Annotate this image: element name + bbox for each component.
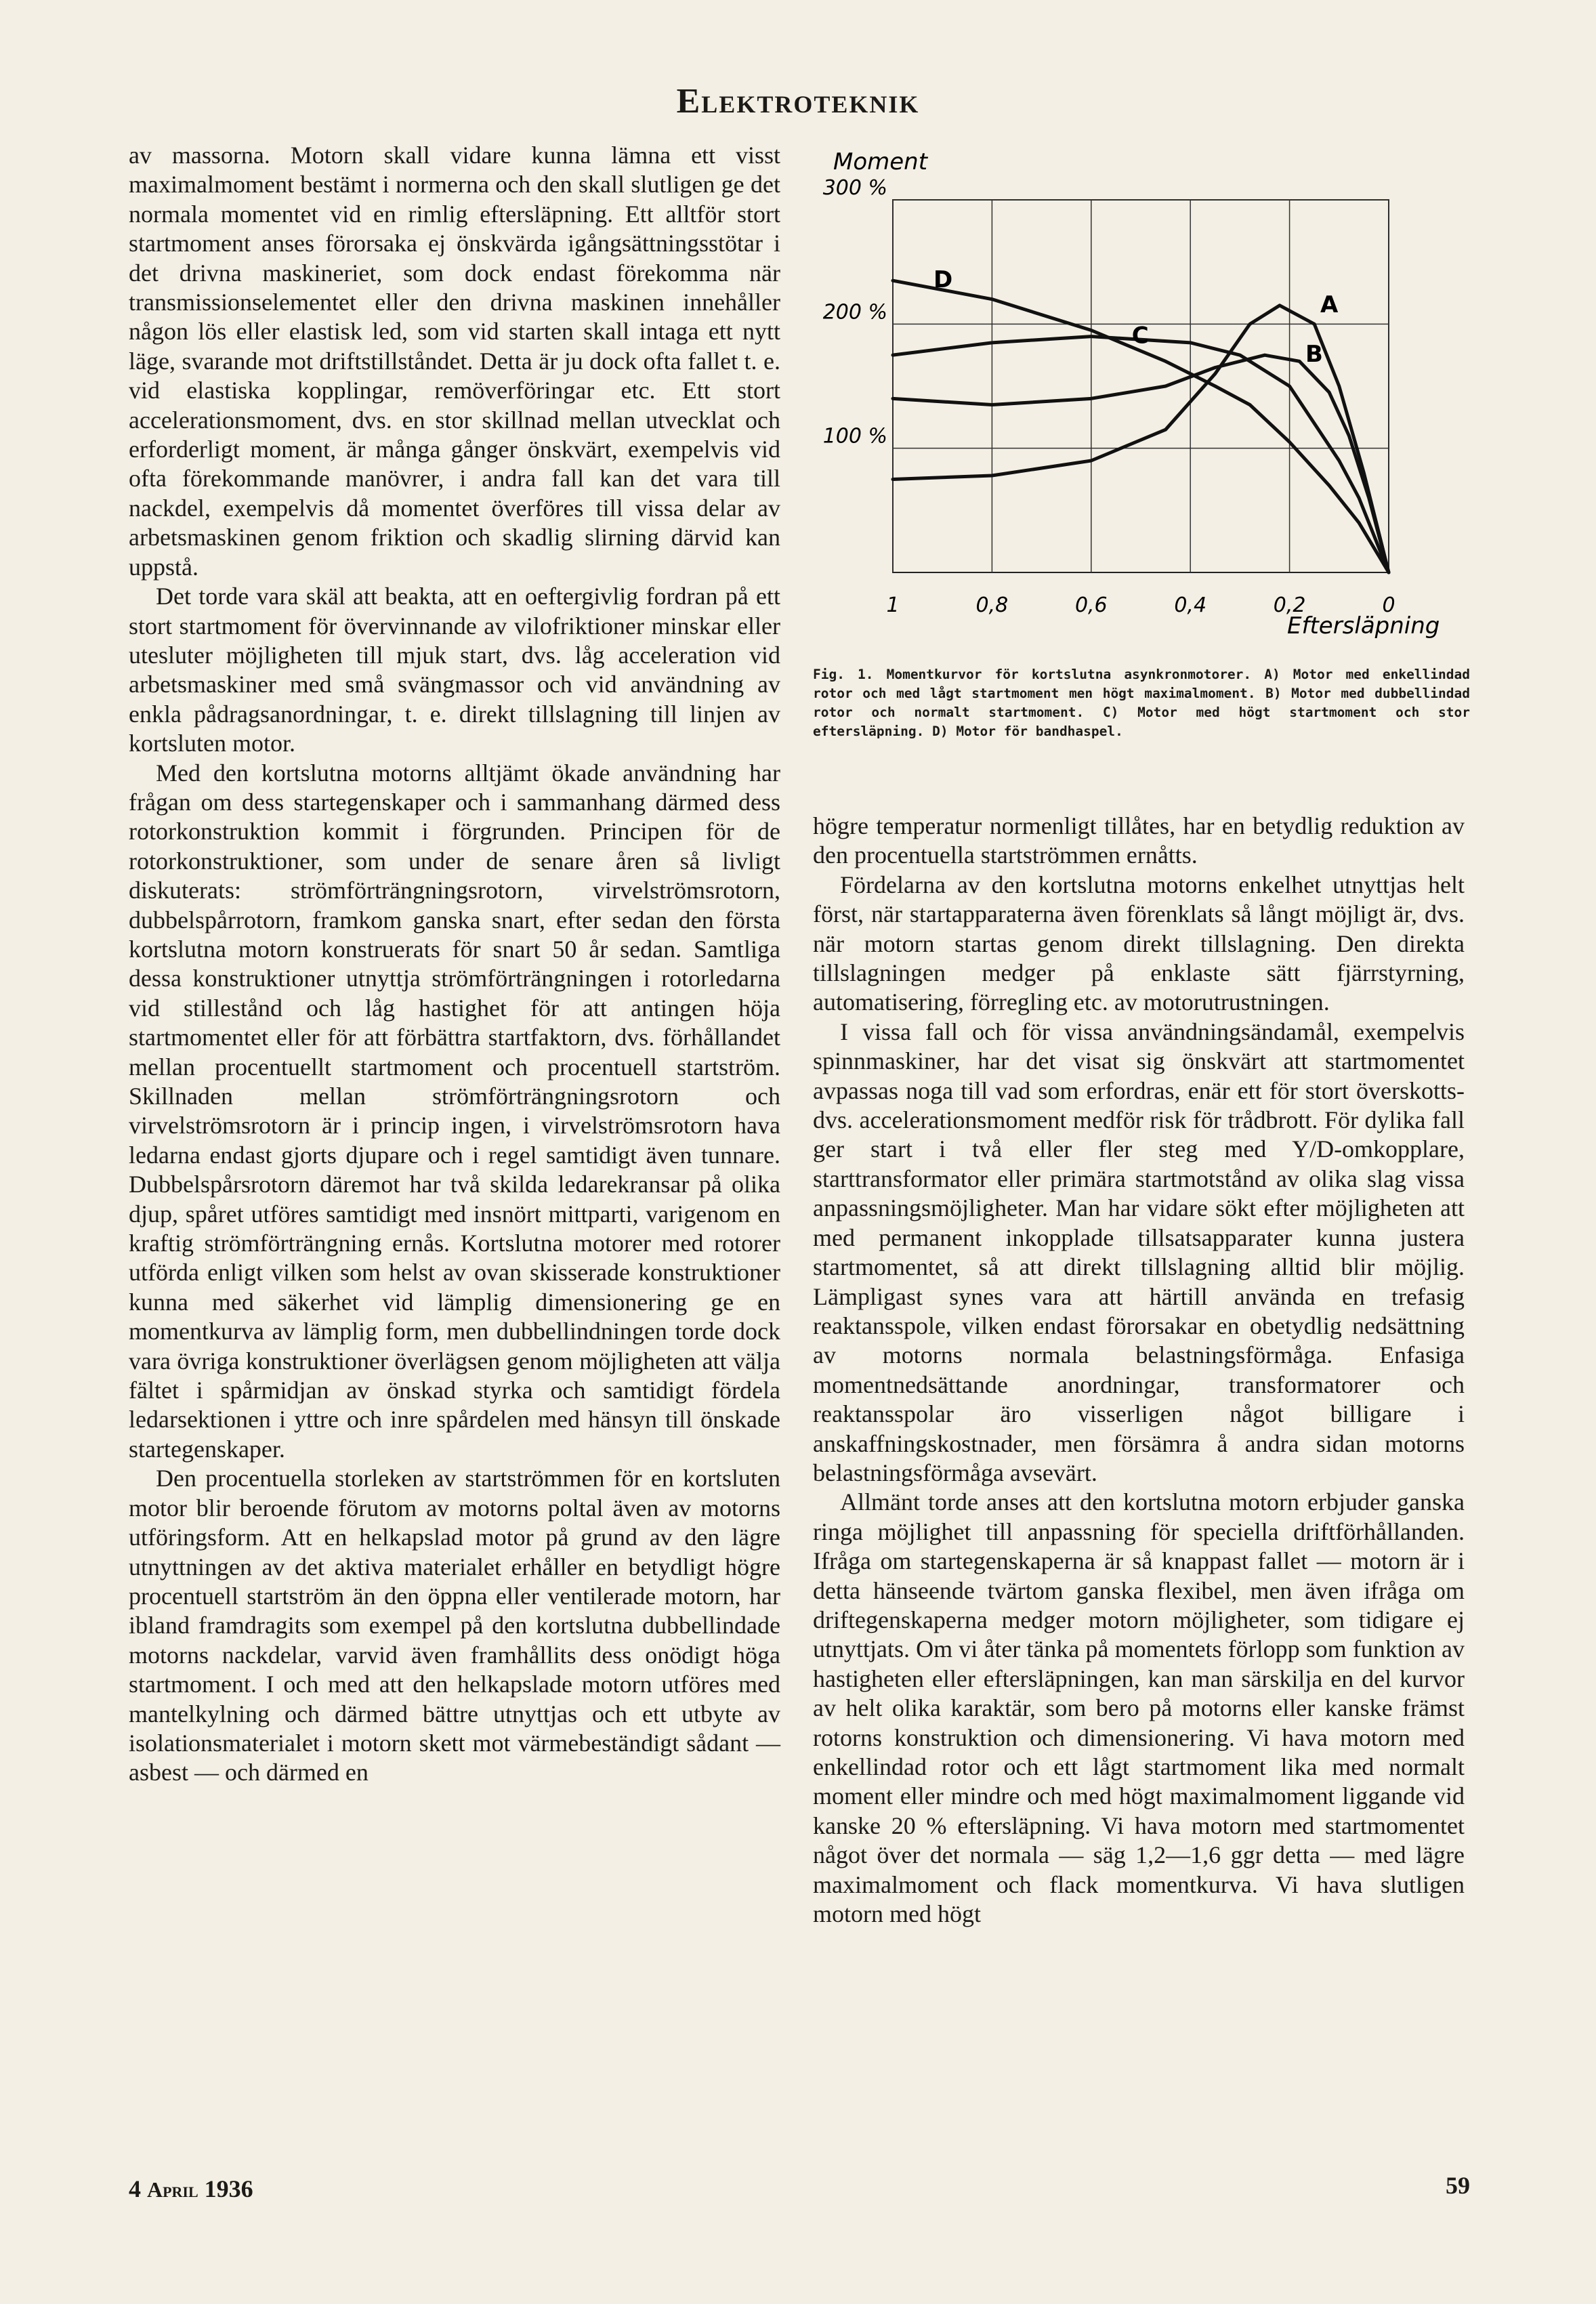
- right-column: [813, 812, 1465, 1929]
- moment-chart: [799, 135, 1477, 671]
- page-number: 59: [1446, 2172, 1470, 2199]
- figure-1: [799, 135, 1477, 671]
- paragraph: Med den kortslutna motorns alltjämt ökade användning har frågan om dess startegenskaper och i sammanhang därmed dess rotorkonstruktion kommit i förgrunden. Principen för de rotorkonstruktioner, som under de senare åren så livligt diskuterats: strömförträngningsrotorn, virvelströmsrotorn, dubbelspårrotorn, framkom ganska snart, efter sedan den första kortslutna motorn konstruerats för snart 50 år sedan. Samtliga dessa konstruktioner utnyttja strömförträngningen i rotorledarna vid stillestånd och låg hastighet för att antingen höja startmomentet eller för att förbättra startfaktorn, dvs. förhållandet mellan procentuellt startmoment och procentuell startström. Skillnaden mellan strömförträngningsrotorn och virvelströmsrotorn är i princip ingen, i virvelströmsrotorn hava ledarna endast gjorts djupare och i regel samtidigt även tunnare. Dubbelspårsrotorn däremot har två skilda ledarekransar på olika djup, spåret utföres samtidigt med insnört mittparti, varigenom en kraftig strömförträngning ernås. Kortslutna motorer med rotorer utförda enligt vilken som helst av ovan skisserade konstruktioner kunna med säkerhet vid lämplig dimensionering ge en momentkurva av lämplig form, men dubbellindningen torde dock vara övriga konstruktioner överlägsen genom möjligheten att välja fältet i spårmidjan av önskad styrka och samtidigt fördela ledarsektionen i yttre och inre spårdelen med hänsyn till önskade startegenskaper.: [129, 759, 780, 1463]
- footer-date: [129, 2175, 253, 2203]
- paragraph: av massorna. Motorn skall vidare kunna lämna ett visst maximalmoment bestämt i normerna och den skall slutligen ge det normala momentet vid en rimlig eftersläpning. Ett alltför stort startmoment anses förorsaka ej önskvärda igångsättningsstötar i det drivna maskineriet, som dock endast förekomma när transmissionselementet eller den drivna maskinen innehåller någon lös eller elastisk led, som vid starten skall intaga ett nytt läge, svarande mot driftstillståndet. Detta är ju dock ofta fallet t. e. vid elastiska kopplingar, remöverföringar etc. Ett stort accelerationsmoment, dvs. en stor skillnad mellan utvecklat och erforderligt moment, är många gånger önskvärt, exempelvis vid ofta förekommande manövrer, i andra fall kan det vara till nackdel, exempelvis då momentet överföres till vissa delar av arbetsmaskinen genom friktion och skadlig slirning därvid kan uppstå.: [129, 142, 780, 581]
- footer-day: 4: [129, 2175, 141, 2202]
- chart-series: [893, 266, 1389, 572]
- x-axis-label: Eftersläpning: [1287, 612, 1440, 640]
- y-tick-label: 300 %: [822, 176, 887, 200]
- paragraph: högre temperatur normenligt tillåtes, har en betydlig reduktion av den procentuella startströmmen ernåtts.: [813, 812, 1465, 869]
- series-label-B: B: [1305, 341, 1323, 369]
- chart-grid: [893, 200, 1389, 572]
- x-tick-label: 0: [1382, 593, 1395, 617]
- footer-year: 1936: [204, 2175, 253, 2202]
- series-line-C: [893, 337, 1389, 572]
- series-line-B: [893, 355, 1389, 572]
- page-header: Elektroteknik: [676, 82, 920, 121]
- paragraph: I vissa fall och för vissa användningsändamål, exempelvis spinnmaskiner, har det visat sig önskvärt att startmomentet avpassas noga till vad som erfordras, enär ett för stort överskotts- dvs. accelerationsmoment medför risk för trådbrott. För dylika fall ger start i två eller fler steg med Y/D-omkopplare, starttransformator eller primära startmotstånd av olika slag vissa anpassningsmöjligheter. Man har vidare sökt efter möjligheten att med permanent inkopplade tillsatsapparater kunna justera startmomentet, så att direkt tillslagning alltid blir möjlig. Lämpligast synes vara att härtill använda en trefasig reaktansspole, vilken endast förorsakar en obetydlig nedsättning av motorns normala belastningsförmåga. Enfasiga momentnedsättande anordningar, transformatorer och reaktansspolar äro visserligen något billigare i anskaffningskostnader, men försämra å andra sidan motorns belastningsförmåga avsevärt.: [813, 1018, 1465, 1486]
- series-label-A: A: [1320, 291, 1339, 318]
- paragraph: Allmänt torde anses att den kortslutna motorn erbjuder ganska ringa möjlighet till anpassning för speciella driftförhållanden. Ifråga om startegenskaperna är så knappast fallet — motorn är i detta hänseende tvärtom ganska flexibel, men även ifråga om driftegenskaperna medger motorn möjligheter, som tidigare ej utnyttjats. Om vi åter tänka på momentets förlopp som funktion av hastigheten eller eftersläpningen, kan man särskilja en del kurvor av helt olika karaktär, som bero på motorns eller kanske främst rotorns konstruktion och dimensionering. Vi hava motorn med enkellindad rotor och ett lågt startmoment lika med normalt moment eller mindre och med högt maximalmoment liggande vid kanske 20 % eftersläpning. Vi hava motorn med startmomentet något över det normala — säg 1,2—1,6 ggr detta — med lägre maximalmoment och flack momentkurva. Vi hava slutligen motorn med högt: [813, 1488, 1465, 1928]
- series-label-D: D: [933, 266, 953, 294]
- y-axis-label: Moment: [833, 148, 928, 175]
- caption-text: Momentkurvor för kortslutna asynkronmotorer. A) Motor med enkellindad rotor och med lågt startmoment men högt maximalmoment. B) Motor med dubbellindad rotor och normalt startmoment. C) Motor med högt startmoment och stor eftersläpning. D) Motor för bandhaspel.: [813, 667, 1470, 739]
- x-tick-label: 1: [886, 593, 900, 617]
- paragraph: Fördelarna av den kortslutna motorns enkelhet utnyttjas helt först, när startapparaterna även förenklats så långt möjligt är, dvs. när motorn startas genom direkt tillslagning. Den direkta tillslagningen medger på enklaste sätt fjärrstyrning, automatisering, förregling etc. av motorutrustningen.: [813, 871, 1465, 1016]
- y-tick-label: 100 %: [822, 424, 887, 448]
- caption-prefix: Fig. 1.: [813, 667, 874, 682]
- x-tick-label: 0,4: [1174, 593, 1207, 617]
- plot-frame: [893, 200, 1389, 572]
- paragraph: Det torde vara skäl att beakta, att en oeftergivlig fordran på ett stort startmoment för övervinnande av vilofriktioner minskar eller utesluter möjligheten till mjuk start, dvs. låg acceleration vid arbetsmaskiner med små svängmassor och vid användning av enkla pådragsanordningar, t. e. direkt tillslagning till linjen av kortsluten motor.: [129, 583, 780, 757]
- series-label-C: C: [1131, 322, 1149, 350]
- x-tick-label: 0,6: [1074, 593, 1108, 617]
- x-tick-label: 0,2: [1273, 593, 1306, 617]
- paragraph: Den procentuella storleken av startströmmen för en kortsluten motor blir beroende förutom av motorns poltal även av motorns utföringsform. Att en helkapslad motor på grund av den lägre utnyttningen av det aktiva materialet erhåller en betydligt högre procentuell startström än den öppna eller ventilerade motorn, har ibland framdragits som exempel på den kortslutna dubbellindade motorns nackdelar, varvid även framhållits dess onödigt höga startmoment. I och med att den helkapslade motorn utföres med mantelkylning och därmed bättre utnyttjas och ett utbyte av isolationsmaterialet i motorn skett mot värmebeständigt sådant — asbest — och därmed en: [129, 1465, 780, 1786]
- y-tick-label: 200 %: [822, 300, 887, 324]
- footer-month: April: [147, 2177, 198, 2202]
- left-column: [129, 141, 780, 1788]
- figure-caption: [813, 665, 1470, 741]
- x-tick-label: 0,8: [975, 593, 1009, 617]
